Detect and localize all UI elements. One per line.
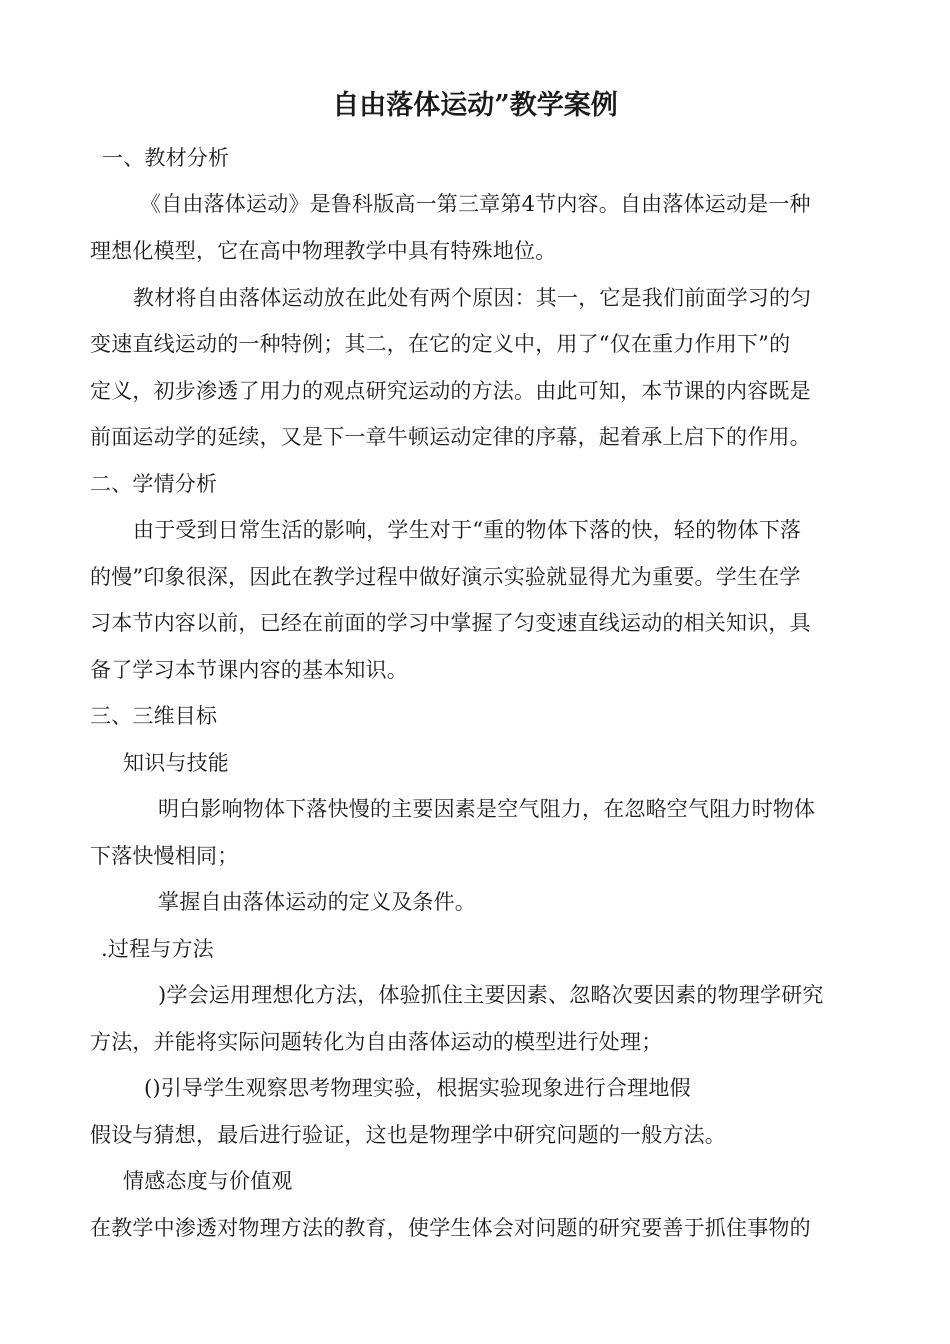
paragraph-line: 下落快慢相同； (90, 844, 239, 868)
subheading-process-method: .过程与方法 (101, 937, 214, 961)
paragraph-line: 定义，初步渗透了用力的观点研究运动的方法。由此可知，本节课的内容既是 (90, 379, 811, 403)
document-title: 自由落体运动”教学案例 (332, 90, 618, 121)
paragraph-line: )学会运用理想化方法，体验抓住主要因素、忽略次要因素的物理学研究 (158, 983, 824, 1007)
paragraph-line: 理想化模型，它在高中物理教学中具有特殊地位。 (90, 239, 557, 263)
paragraph-line: 前面运动学的延续，又是下一章牛顿运动定律的序幕，起着承上启下的作用。 (90, 425, 811, 449)
subheading-knowledge-skills: 知识与技能 (123, 751, 229, 775)
paragraph-line: 教材将自由落体运动放在此处有两个原因：其一，它是我们前面学习的匀 (133, 286, 812, 310)
paragraph-line: 备了学习本节课内容的基本知识。 (90, 658, 408, 682)
paragraph-line: 假设与猜想，最后进行验证，这也是物理学中研究问题的一般方法。 (90, 1123, 726, 1147)
paragraph-line: 的慢”印象很深，因此在教学过程中做好演示实验就显得尤为重要。学生在学 (90, 565, 801, 589)
paragraph-line: 《自由落体运动》是鲁科版高一第三章第4节内容。自由落体运动是一种 (140, 192, 811, 216)
section-heading-three-goals: 三、三维目标 (90, 704, 218, 728)
paragraph-line: 方法，并能将实际问题转化为自由落体运动的模型进行处理； (90, 1030, 663, 1054)
section-heading-textbook-analysis: 一、教材分析 (102, 146, 230, 170)
section-heading-student-analysis: 二、学情分析 (90, 472, 218, 496)
paragraph-line: 明白影响物体下落快慢的主要因素是空气阻力，在忽略空气阻力时物体 (158, 797, 816, 821)
subheading-emotion-values: 情感态度与价值观 (123, 1169, 293, 1193)
paragraph-line: 变速直线运动的一种特例；其二，在它的定义中，用了“仅在重力作用下”的 (90, 332, 791, 356)
paragraph-line: 由于受到日常生活的影响，学生对于“重的物体下落的快，轻的物体下落 (133, 518, 802, 542)
paragraph-line: ()引导学生观察思考物理实验，根据实验现象进行合理地假 (144, 1076, 691, 1100)
paragraph-line: 掌握自由落体运动的定义及条件。 (158, 890, 476, 914)
paragraph-line: 习本节内容以前，已经在前面的学习中掌握了匀变速直线运动的相关知识，具 (90, 611, 811, 635)
paragraph-line: 在教学中渗透对物理方法的教育，使学生体会对问题的研究要善于抓住事物的 (90, 1216, 811, 1240)
